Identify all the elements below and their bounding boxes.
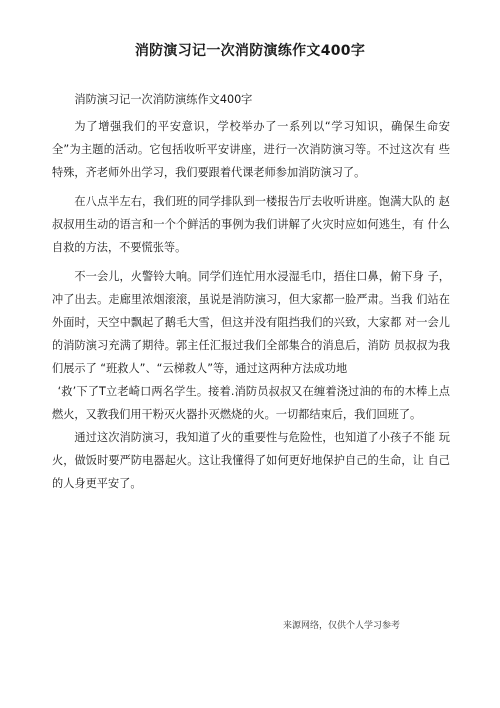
- paragraph-2: 在八点半左右，我们班的同学排队到一楼报告厅去收听讲座。饱满大队的 赵叔叔用生动的语言和一个个鲜活的事例为我们讲解了火灾时应如何逃生，有 什么自救的方法，不要慌张等。: [52, 195, 450, 254]
- source-footer: 来源网络，仅供个人学习参考: [282, 621, 400, 631]
- paragraph-3: 不一会儿，火警铃大响。同学们连忙用水浸湿毛巾，捂住口鼻，俯下身 子，冲了出去。走廊里浓烟滚滚，虽说是消防演习，但大家都一脸严肃。当我 们站在外面时，天空中飘起了鹅毛大雪，但这并没有阻挡我们的兴致，大家都 对一会儿的消防演习充满了期待。郭主任汇报过我们全部集合的消息后，消防 员叔叔为我们展示了 “班救人”、“云梯救人”等，通过这两种方法成功地: [52, 270, 450, 375]
- paragraph-5: 通过这次消防演习，我知道了火的重要性与危险性，也知道了小孩子不能 玩火，做饭时要严防电器起火。这让我懂得了如何更好地保护自己的生命，让 自己的人身更平安了。: [52, 431, 450, 490]
- paragraph-4: ‘救’下了T立老崎口两名学生。接着.消防员叔叔又在缠着浇过油的布的木棒上点燃火，又教我们用干粉灭火器扑灭燃烧的火。一切都结束后，我们回班了。: [52, 385, 450, 421]
- paragraph-1: 为了增强我们的平安意识，学校举办了一系列以“学习知识，确保生命安 全”为主题的活动。它包括收听平安讲座，进行一次消防演习等。不过这次有 些特殊，齐老师外出学习，我们要跟着代课老师参加消防演习了。: [52, 120, 450, 179]
- document-title: 消防演习记一次消防演练作文400字: [134, 43, 366, 59]
- document-subtitle: 消防演习记一次消防演练作文400字: [74, 93, 253, 106]
- document-body: [52, 88, 450, 501]
